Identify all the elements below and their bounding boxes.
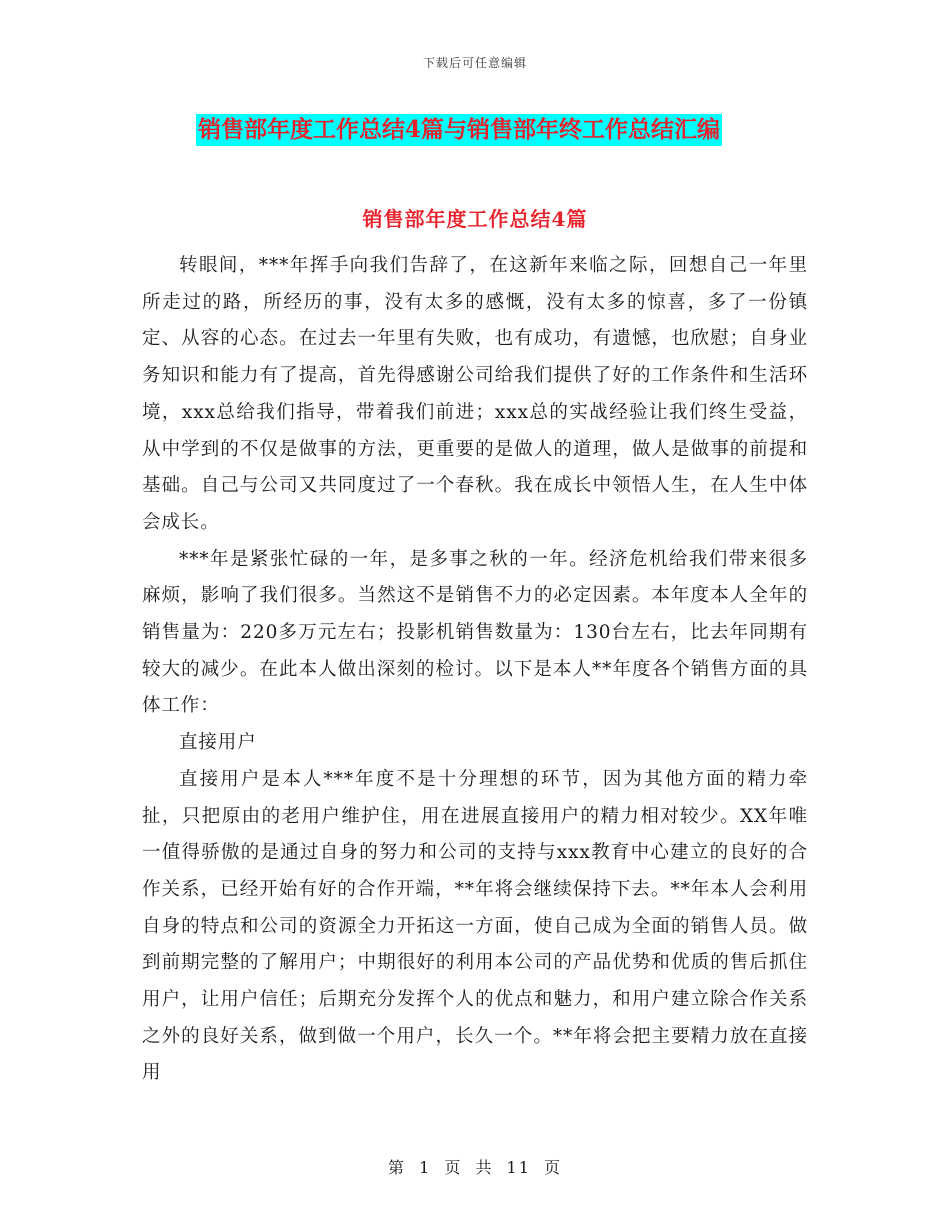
document-title: 销售部年度工作总结4篇与销售部年终工作总结汇编 [196,114,722,146]
section-title: 销售部年度工作总结4篇 [362,207,588,231]
paragraph-direct-users: 直接用户是本人***年度不是十分理想的环节，因为其他方面的精力牵扯，只把原由的老用户维护住，用在进展直接用户的精力相对较少。XX年唯一值得骄傲的是通过自身的努力和公司的支持与xxx教育中心建立的良好的合作关系，已经开始有好的合作开端，**年将会继续保持下去。**年本人会利用自身的特点和公司的资源全力开拓这一方面，使自己成为全面的销售人员。做到前期完整的了解用户；中期很好的利用本公司的产品优势和优质的售后抓住用户，让用户信任；后期充分发挥个人的优点和魅力，和用户建立除合作关系之外的良好关系，做到做一个用户，长久一个。**年将会把主要精力放在直接用 [142,768,808,1084]
paragraph-intro: 转眼间，***年挥手向我们告辞了，在这新年来临之际，回想自己一年里所走过的路，所经历的事，没有太多的感慨，没有太多的惊喜，多了一份镇定、从容的心态。在过去一年里有失败，也有成功，有遗憾，也欣慰；自身业务知识和能力有了提高，首先得感谢公司给我们提供了好的工作条件和生活环境，xxx总给我们指导，带着我们前进；xxx总的实战经验让我们终生受益，从中学到的不仅是做事的方法，更重要的是做人的道理，做人是做事的前提和基础。自己与公司又共同度过了一个春秋。我在成长中领悟人生，在人生中体会成长。 [142,255,808,533]
paragraph-heading-direct-users: 直接用户 [179,732,257,754]
body-content [142,220,808,1092]
paragraph-sales-summary: ***年是紧张忙碌的一年，是多事之秋的一年。经济危机给我们带来很多麻烦，影响了我们很多。当然这不是销售不力的必定因素。本年度本人全年的销售量为：220多万元左右；投影机销售数量为：130台左右，比去年同期有较大的减少。在此本人做出深刻的检讨。以下是本人**年度各个销售方面的具体工作： [142,548,808,717]
header-note: 下载后可任意编辑 [422,56,527,70]
page-footer: 第 1 页 共 11 页 [388,1158,562,1177]
